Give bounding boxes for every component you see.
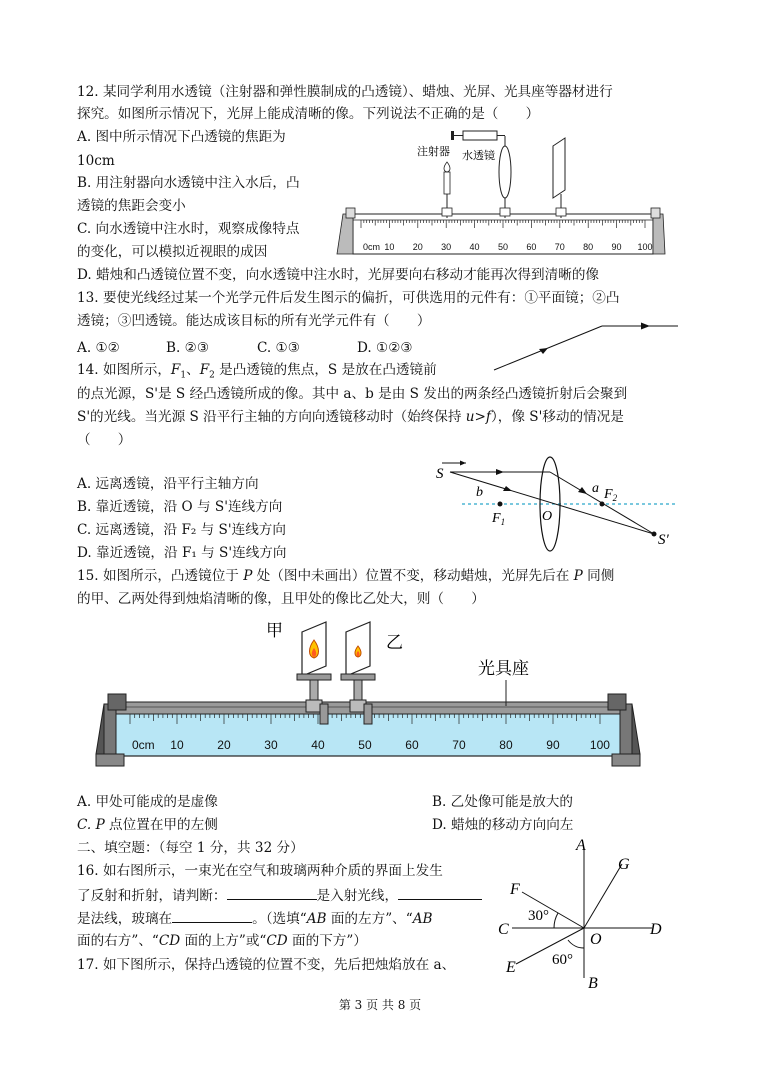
candle <box>442 162 452 218</box>
q16-line-3 <box>77 908 433 929</box>
scale-label: 0cm <box>363 242 381 252</box>
q12-option-b-line-1: B. 用注射器向水透镜中注入水后，凸 <box>77 175 300 191</box>
q14-line-1-c: 是凸透镜的焦点，S 是放在凸透镜前 <box>214 362 437 378</box>
q12-optical-bench-figure <box>335 128 665 260</box>
label-f1: $F_1$ <box>492 511 506 527</box>
label-c: C <box>498 921 509 938</box>
q15-option-c-prefix: C. <box>77 817 96 833</box>
scale-label: 90 <box>546 738 560 752</box>
q13-option-b: B. ②③ <box>166 340 210 356</box>
q14-answer-paren: （ ） <box>77 432 132 448</box>
q15-line-1 <box>77 566 614 586</box>
q16-cd-2: CD <box>266 933 288 949</box>
q14-f1: F <box>170 362 181 378</box>
q13-light-deflection-figure <box>490 316 680 376</box>
q15-line-1-b: 处（图中未画出）位置不变，移动蜡烛，光屏先后在 <box>252 568 574 584</box>
q14-line-2: 的点光源，S'是 S 经凸透镜所成的像。其中 a、b 是由 S 发出的两条经凸透镜折射后会聚到 <box>77 386 628 402</box>
label-angle-60: 60° <box>552 952 573 968</box>
q14-f2-sub: 2 <box>209 370 215 381</box>
q16-line-3-a: 是法线，玻璃在 <box>77 911 173 927</box>
label-d: D <box>650 921 662 938</box>
q14-line-3-a: S'的光线。当光源 S 沿平行主轴的方向向透镜移动时（始终保持 <box>77 409 466 425</box>
q14-option-c: C. 远离透镜，沿 F₂ 与 S'连线方向 <box>77 522 286 538</box>
q13-stem-line-2: 透镜；③凹透镜。能达成该目标的所有光学元件有（ ） <box>77 313 431 329</box>
scale-label: 30 <box>264 738 278 752</box>
scale-label: 80 <box>499 738 513 752</box>
label-o: O <box>542 509 553 524</box>
label-a: a <box>592 481 599 496</box>
focal-point-f2 <box>600 502 605 507</box>
scale-label: 100 <box>637 242 653 252</box>
ray-oe <box>516 928 584 964</box>
scale-label: 60 <box>526 242 537 252</box>
scale-label: 100 <box>589 738 610 752</box>
page-footer: 第 3 页 共 8 页 <box>338 998 422 1012</box>
q14-lens-diagram <box>432 452 692 556</box>
bench-left-support <box>96 704 104 754</box>
q15-line-1-c: 同侧 <box>582 568 615 584</box>
scale-label: 30 <box>441 242 452 252</box>
bench-right-support <box>632 704 640 754</box>
q16-line-2-b: 是入射光线， <box>316 888 399 904</box>
q16-reflection-refraction-figure <box>492 838 672 994</box>
ray-og <box>584 864 622 928</box>
q16-line-4-a: 面的右方”、“ <box>77 933 159 949</box>
q15-line-2: 的甲、乙两处得到烛焰清晰的像，且甲处的像比乙处大，则（ ） <box>77 591 485 607</box>
syringe-label: 注射器 <box>417 146 450 158</box>
q14-line-1-b: 、 <box>186 362 200 378</box>
q16-ab-1: AB <box>306 911 327 927</box>
syringe <box>451 131 505 140</box>
q12-option-b-line-2: 透镜的焦距会变小 <box>77 198 186 214</box>
q15-optical-bench-figure <box>94 614 642 786</box>
q16-line-3-c: 面的左方”、“ <box>326 911 413 927</box>
label-jia: 甲 <box>266 621 283 640</box>
scale-label: 50 <box>358 738 372 752</box>
q15-option-a: A. 甲处可能成的是虚像 <box>77 794 218 810</box>
q17-line-1: 17. 如下图所示，保持凸透镜的位置不变，先后把烛焰放在 a、 <box>77 957 456 973</box>
s-direction-arrow-icon <box>460 461 466 466</box>
q14-f1-sub: 1 <box>180 370 187 381</box>
q15-option-c-text: 点位置在甲的左侧 <box>104 817 218 833</box>
q16-line-4 <box>77 931 367 951</box>
q14-option-b: B. 靠近透镜，沿 O 与 S'连线方向 <box>77 499 283 515</box>
rail-right-support <box>653 214 665 254</box>
section-2-title: 二、填空题：（每空 1 分，共 32 分） <box>77 840 304 856</box>
bench-label: 光具座 <box>478 659 529 678</box>
label-f: F <box>510 881 520 898</box>
q15-option-c <box>77 815 218 835</box>
scale-label: 70 <box>452 738 466 752</box>
label-b: b <box>476 485 483 500</box>
q14-line-1 <box>77 360 437 386</box>
scale-label: 80 <box>583 242 594 252</box>
label-g: G <box>618 856 630 873</box>
q15-p2: P <box>573 568 583 584</box>
q16-line-3-b: 。（选填“ <box>252 911 307 927</box>
q15-option-b: B. 乙处像可能是放大的 <box>432 794 573 810</box>
label-yi: 乙 <box>386 633 403 652</box>
q16-ab-2: AB <box>412 911 433 927</box>
q12-option-c-line-1: C. 向水透镜中注水时，观察成像特点 <box>77 221 300 237</box>
angle-30-arc <box>554 913 558 928</box>
q12-option-a-line-1: A. 图中所示情况下凸透镜的焦距为 <box>77 129 286 145</box>
q12-stem-line-2: 探究。如图所示情况下，光屏上能成清晰的像。下列说法不正确的是（ ） <box>77 106 540 122</box>
label-s: S <box>436 466 444 482</box>
scale-label: 20 <box>217 738 231 752</box>
q16-cd-1: CD <box>158 933 181 949</box>
scale-label: 40 <box>469 242 480 252</box>
q14-option-d: D. 靠近透镜，沿 F₁ 与 S'连线方向 <box>77 545 287 561</box>
image-point-s-prime <box>652 532 657 537</box>
q16-line-1: 16. 如右图所示，一束光在空气和玻璃两种介质的界面上发生 <box>77 863 443 879</box>
scale-label: 0cm <box>132 738 155 752</box>
q15-p1: P <box>243 568 253 584</box>
focal-point-f1 <box>498 502 503 507</box>
q16-line-2-a: 了反射和折射，请判断： <box>77 888 227 904</box>
q14-line-3-b: ），像 S'移动的情况是 <box>490 409 624 425</box>
q14-line-1-a: 14. 如图所示， <box>77 362 171 378</box>
ray-a-arrow-icon <box>496 469 504 475</box>
candle-flame-icon <box>444 162 450 172</box>
q13-stem-line-1: 13. 要使光线经过某一个光学元件后发生图示的偏折，可供选用的元件有：①平面镜；②凸 <box>77 290 620 306</box>
water-lens <box>499 136 511 218</box>
q14-condition: u>f <box>465 409 491 425</box>
outgoing-ray-arrow-icon <box>641 323 650 330</box>
q16-blank-normal[interactable] <box>398 885 482 900</box>
ray-a-refracted-arrow-icon <box>578 487 587 494</box>
rail-left-support <box>337 214 353 254</box>
angle-60-arc <box>568 940 584 948</box>
scale-label: 60 <box>405 738 419 752</box>
q15-option-c-p: P <box>95 817 105 833</box>
q14-option-a: A. 远离透镜，沿平行主轴方向 <box>77 476 259 492</box>
q16-line-2 <box>77 885 482 906</box>
q16-blank-glass-position[interactable] <box>172 908 252 923</box>
q12-option-d: D. 蜡烛和凸透镜位置不变，向水透镜中注水时，光屏要向右移动才能再次得到清晰的像 <box>77 267 600 283</box>
label-e: E <box>506 959 516 976</box>
scale-label: 90 <box>611 242 622 252</box>
q12-option-a-line-2: 10cm <box>77 153 115 169</box>
q15-line-1-a: 15. 如图所示，凸透镜位于 <box>77 568 244 584</box>
scale-label: 10 <box>384 242 395 252</box>
scale-label: 10 <box>170 738 184 752</box>
q16-line-4-b: 面的上方”或“ <box>180 933 267 949</box>
scale-label: 40 <box>311 738 325 752</box>
label-o: O <box>590 931 602 948</box>
q13-option-a: A. ①② <box>77 340 120 356</box>
scale-label: 20 <box>412 242 423 252</box>
q12-option-c-line-2: 的变化，可以模拟近视眼的成因 <box>77 244 268 260</box>
q14-f2: F <box>199 362 210 378</box>
q13-option-d: D. ①②③ <box>357 340 413 356</box>
light-screen <box>553 138 566 218</box>
scale-label: 70 <box>554 242 565 252</box>
q16-line-4-c: 面的下方”） <box>287 933 367 949</box>
q14-line-3 <box>77 407 624 427</box>
q12-stem-line-1: 12. 某同学利用水透镜（注射器和弹性膜制成的凸透镜）、蜡烛、光屏、光具座等器材进行 <box>77 84 613 100</box>
water-lens-label: 水透镜 <box>462 150 495 162</box>
q16-blank-incident-ray[interactable] <box>227 885 317 900</box>
label-f2: $F_2$ <box>604 487 618 503</box>
label-angle-30: 30° <box>528 908 549 924</box>
scale-label: 50 <box>497 242 508 252</box>
label-s-prime: S′ <box>658 532 669 548</box>
q15-option-d: D. 蜡烛的移动方向向左 <box>432 817 574 833</box>
q13-option-c: C. ①③ <box>257 340 300 356</box>
label-b: B <box>588 975 598 992</box>
label-a: A <box>576 837 586 854</box>
